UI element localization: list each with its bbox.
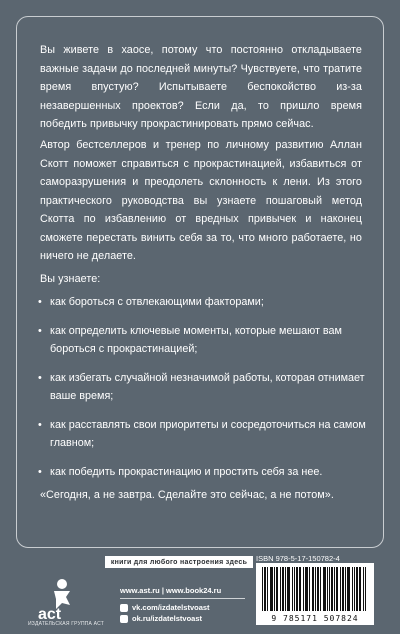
- list-item: [36, 416, 366, 453]
- tagline-text: книги для любого настроения здесь: [110, 558, 248, 566]
- vk-text: vk.com/izdatelstvoast: [132, 603, 210, 612]
- bullet-icon: •: [38, 296, 42, 308]
- ok-text: ok.ru/izdatelstvoast: [132, 614, 203, 623]
- barcode: [256, 563, 374, 625]
- bullet-icon: •: [38, 418, 42, 431]
- vk-icon: [120, 604, 128, 612]
- intro-paragraph: Вы живете в хаосе, потому что постоянно откладываете важные задачи до последней минуты? Чувствуете, что тратите время впустую? Испытываете беспокойство из-за незавершенных проектов? Если да, то пришло время победить привычку прокрастинировать прямо сейчас.: [40, 44, 362, 130]
- footer-divider: [120, 598, 245, 599]
- ok-icon: [120, 615, 128, 623]
- quote-text: «Сегодня, а не завтра. Сделайте это сейчас, а не потом».: [40, 489, 334, 501]
- isbn-text: ISBN 978-5-17-150782-4: [256, 554, 340, 563]
- barcode-bars-icon: [256, 563, 374, 613]
- bullet-icon: •: [38, 324, 42, 337]
- bullet-text: как бороться с отвлекающими факторами;: [50, 296, 264, 308]
- list-item: [36, 322, 366, 359]
- list-item: [36, 463, 366, 482]
- ok-link[interactable]: [120, 614, 228, 623]
- bullet-list: [36, 293, 366, 481]
- bullet-text: как избегать случайной незначимой работы, которая отнимает ваше время;: [50, 371, 365, 402]
- barcode-number: 9 785171 507824: [271, 614, 359, 623]
- about-paragraph: Автор бестселлеров и тренер по личному развитию Аллан Скотт поможет справиться с прокрастинацией, избавиться от саморазрушения и преодолеть склонность к лени. Из этого практического руководства вы узнаете пошаговый метод Скотта по избавлению от вредных привычек и наконец сможете перестать винить себя за то, что много работаете, но ничего не делаете.: [40, 139, 362, 262]
- publisher-name: ИЗДАТЕЛЬСКАЯ ГРУППА АСТ: [28, 621, 104, 627]
- website-links[interactable]: www.ast.ru | www.book24.ru: [120, 586, 222, 595]
- list-item: [36, 369, 366, 406]
- bullet-text: как определить ключевые моменты, которые мешают вам бороться с прокрастинацией;: [50, 324, 342, 355]
- bullet-text: как расставлять свои приоритеты и сосредоточиться на самом главном;: [50, 418, 366, 449]
- bullet-text: как победить прокрастинацию и простить себя за нее.: [50, 465, 323, 478]
- bullet-icon: •: [38, 465, 42, 478]
- lead-text: Вы узнаете:: [40, 273, 101, 285]
- publisher-logo-icon: [32, 575, 82, 625]
- bullet-icon: •: [38, 371, 42, 384]
- tagline-banner: [105, 556, 253, 568]
- vk-link[interactable]: [120, 603, 228, 612]
- list-item: [36, 293, 366, 312]
- logo-text: act: [38, 606, 62, 623]
